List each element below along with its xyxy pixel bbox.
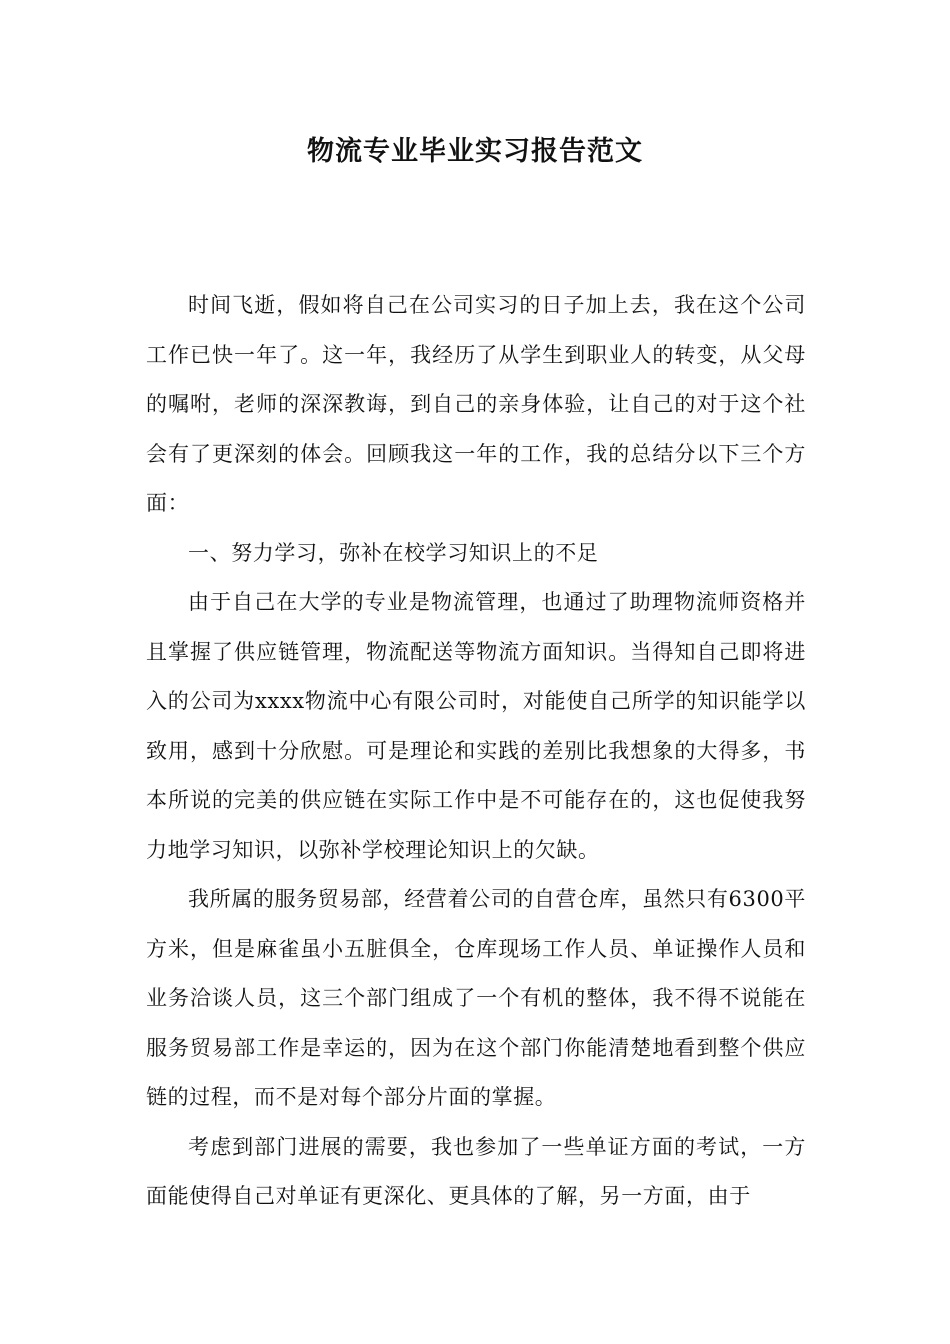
section-heading-1: 一、努力学习，弥补在校学习知识上的不足 — [188, 540, 599, 565]
paragraph-trade-department: 我所属的服务贸易部，经营着公司的自营仓库，虽然只有6300平方米，但是麻雀虽小五脏俱全，仓库现场工作人员、单证操作人员和业务洽谈人员，这三个部门组成了一个有机的整体，我不得不说能在服务贸易部工作是幸运的，因为在这个部门你能清楚地看到整个供应链的过程，而不是对每个部分片面的掌握。 — [146, 887, 806, 1109]
document-title: 物流专业毕业实习报告范文 — [307, 136, 643, 167]
paragraph-major-background: 由于自己在大学的专业是物流管理，也通过了助理物流师资格并且掌握了供应链管理，物流配送等物流方面知识。当得知自己即将进入的公司为xxxx物流中心有限公司时，对能使自己所学的知识能学以致用，感到十分欣慰。可是理论和实践的差别比我想象的大得多，书本所说的完美的供应链在实际工作中是不可能存在的，这也促使我努力地学习知识，以弥补学校理论知识上的欠缺。 — [146, 590, 806, 862]
document-body — [146, 281, 806, 1222]
paragraph-intro: 时间飞逝，假如将自己在公司实习的日子加上去，我在这个公司工作已快一年了。这一年，我经历了从学生到职业人的转变，从父母的嘱咐，老师的深深教诲，到自己的亲身体验，让自己的对于这个社会有了更深刻的体会。回顾我这一年的工作，我的总结分以下三个方面： — [146, 293, 806, 515]
paragraph-exams: 考虑到部门进展的需要，我也参加了一些单证方面的考试，一方面能使得自己对单证有更深化、更具体的了解，另一方面，由于 — [146, 1134, 806, 1208]
